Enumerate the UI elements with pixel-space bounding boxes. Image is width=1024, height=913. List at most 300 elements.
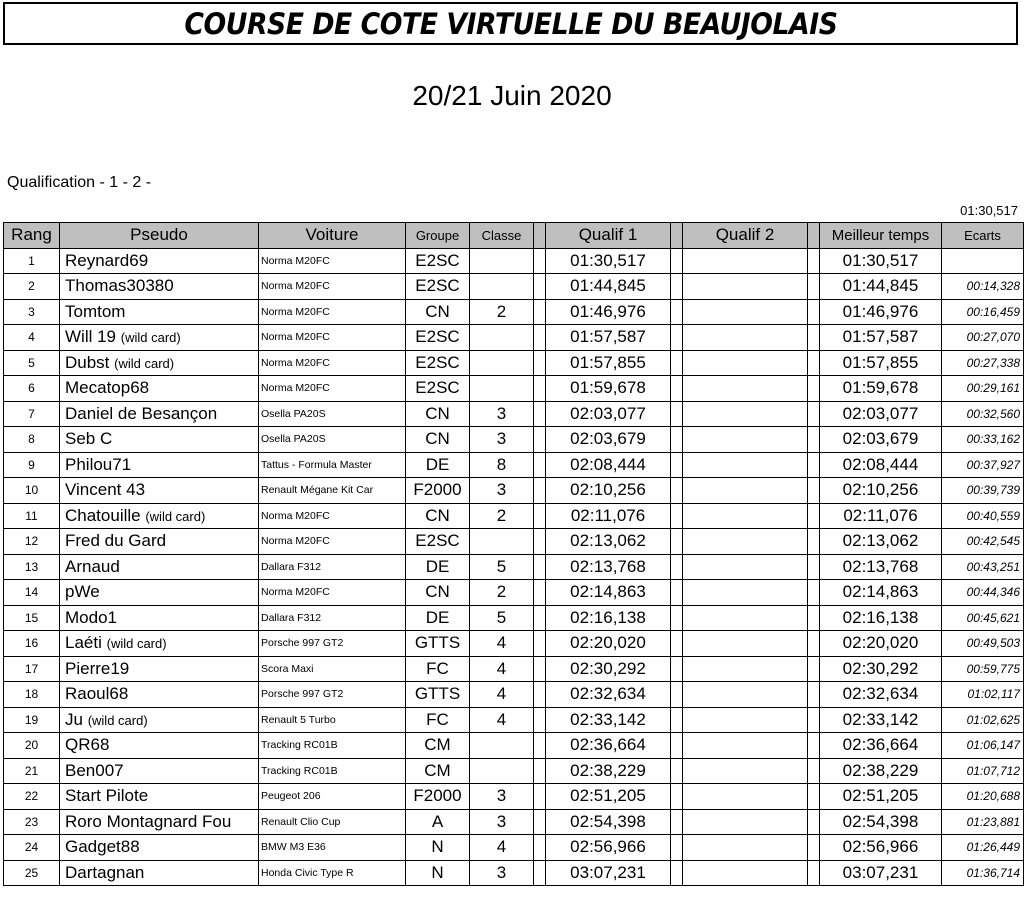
rang-cell: 25 <box>4 860 60 886</box>
qualif1-cell: 02:38,229 <box>546 758 671 784</box>
qualif1-cell: 02:03,077 <box>546 401 671 427</box>
ecart-cell: 00:32,560 <box>942 401 1024 427</box>
voiture-cell: Porsche 997 GT2 <box>259 682 406 708</box>
qualif2-cell <box>683 299 808 325</box>
voiture-cell: Norma M20FC <box>259 248 406 274</box>
spacer-cell <box>808 427 820 453</box>
meilleur-cell: 02:03,679 <box>820 427 942 453</box>
table-row <box>4 376 1024 402</box>
wild-card-note: (wild card) <box>120 330 181 346</box>
pseudo-cell <box>60 809 259 835</box>
classe-cell: 3 <box>470 427 534 453</box>
spacer-cell <box>671 758 683 784</box>
qualif1-cell: 02:13,062 <box>546 529 671 555</box>
meilleur-cell: 01:46,976 <box>820 299 942 325</box>
ecart-cell: 00:27,070 <box>942 325 1024 351</box>
pseudo-name: Will 19 <box>65 327 117 347</box>
table-row <box>4 784 1024 810</box>
spacer-cell <box>534 784 546 810</box>
table-row <box>4 605 1024 631</box>
spacer-cell <box>808 733 820 759</box>
pseudo-name: Pierre19 <box>65 658 130 678</box>
pseudo-cell <box>60 707 259 733</box>
pseudo-name: Laéti <box>65 633 102 653</box>
wild-card-note: (wild card) <box>114 355 175 371</box>
table-row <box>4 809 1024 835</box>
meilleur-cell: 01:30,517 <box>820 248 942 274</box>
pseudo-cell <box>60 248 259 274</box>
pseudo-cell <box>60 605 259 631</box>
qualif2-cell <box>683 733 808 759</box>
voiture-cell: Norma M20FC <box>259 580 406 606</box>
qualif2-cell <box>683 835 808 861</box>
pseudo-name: Fred du Gard <box>65 531 167 551</box>
spacer-cell <box>808 809 820 835</box>
rang-cell: 15 <box>4 605 60 631</box>
spacer-cell <box>671 248 683 274</box>
classe-cell: 2 <box>470 299 534 325</box>
voiture-cell: Norma M20FC <box>259 274 406 300</box>
voiture-cell: Norma M20FC <box>259 325 406 351</box>
spacer-cell <box>671 835 683 861</box>
voiture-cell: Tracking RC01B <box>259 733 406 759</box>
groupe-cell: DE <box>406 554 470 580</box>
rang-cell: 4 <box>4 325 60 351</box>
table-row <box>4 733 1024 759</box>
spacer-cell <box>808 452 820 478</box>
meilleur-cell: 02:30,292 <box>820 656 942 682</box>
meilleur-cell: 02:54,398 <box>820 809 942 835</box>
spacer-cell <box>534 350 546 376</box>
qualif1-cell: 02:33,142 <box>546 707 671 733</box>
header-spacer <box>534 223 546 249</box>
voiture-cell: Osella PA20S <box>259 427 406 453</box>
table-row <box>4 580 1024 606</box>
ecart-cell: 00:27,338 <box>942 350 1024 376</box>
pseudo-cell <box>60 274 259 300</box>
spacer-cell <box>534 707 546 733</box>
groupe-cell: CN <box>406 401 470 427</box>
spacer-cell <box>534 758 546 784</box>
table-row <box>4 835 1024 861</box>
qualif1-cell: 03:07,231 <box>546 860 671 886</box>
ecart-cell: 01:06,147 <box>942 733 1024 759</box>
spacer-cell <box>671 656 683 682</box>
classe-cell: 3 <box>470 478 534 504</box>
classe-cell: 3 <box>470 860 534 886</box>
table-row <box>4 452 1024 478</box>
rang-cell: 6 <box>4 376 60 402</box>
voiture-cell: Norma M20FC <box>259 376 406 402</box>
spacer-cell <box>534 860 546 886</box>
table-row <box>4 707 1024 733</box>
spacer-cell <box>534 529 546 555</box>
pseudo-cell <box>60 733 259 759</box>
pseudo-name: Seb C <box>65 429 113 449</box>
voiture-cell: BMW M3 E36 <box>259 835 406 861</box>
spacer-cell <box>534 605 546 631</box>
qualif2-cell <box>683 350 808 376</box>
qualif1-cell: 02:13,768 <box>546 554 671 580</box>
spacer-cell <box>808 656 820 682</box>
event-date: 20/21 Juin 2020 <box>412 80 612 111</box>
pseudo-name: Reynard69 <box>65 250 149 270</box>
voiture-cell: Norma M20FC <box>259 529 406 555</box>
groupe-cell: A <box>406 809 470 835</box>
meilleur-cell: 02:13,062 <box>820 529 942 555</box>
meilleur-cell: 02:56,966 <box>820 835 942 861</box>
rang-cell: 8 <box>4 427 60 453</box>
qualif2-cell <box>683 325 808 351</box>
pseudo-cell <box>60 452 259 478</box>
pseudo-cell <box>60 503 259 529</box>
qualif1-cell: 02:30,292 <box>546 656 671 682</box>
qualif2-cell <box>683 809 808 835</box>
pseudo-cell <box>60 758 259 784</box>
groupe-cell: CN <box>406 299 470 325</box>
header-groupe: Groupe <box>406 223 470 249</box>
groupe-cell: GTTS <box>406 682 470 708</box>
meilleur-cell: 02:33,142 <box>820 707 942 733</box>
spacer-cell <box>808 784 820 810</box>
qualif2-cell <box>683 758 808 784</box>
pseudo-name: Tomtom <box>65 301 126 321</box>
spacer-cell <box>671 350 683 376</box>
spacer-cell <box>671 401 683 427</box>
ecart-cell: 01:23,881 <box>942 809 1024 835</box>
pseudo-cell <box>60 325 259 351</box>
groupe-cell: F2000 <box>406 478 470 504</box>
groupe-cell: E2SC <box>406 248 470 274</box>
ecart-cell: 00:43,251 <box>942 554 1024 580</box>
pseudo-cell <box>60 350 259 376</box>
header-classe: Classe <box>470 223 534 249</box>
rang-cell: 20 <box>4 733 60 759</box>
pseudo-name: Roro Montagnard Fou <box>65 811 232 831</box>
spacer-cell <box>671 682 683 708</box>
spacer-cell <box>534 835 546 861</box>
qualif2-cell <box>683 401 808 427</box>
groupe-cell: E2SC <box>406 325 470 351</box>
classe-cell <box>470 758 534 784</box>
classe-cell: 4 <box>470 835 534 861</box>
qualif2-cell <box>683 860 808 886</box>
voiture-cell: Renault Clio Cup <box>259 809 406 835</box>
qualif1-cell: 02:14,863 <box>546 580 671 606</box>
groupe-cell: F2000 <box>406 784 470 810</box>
table-row <box>4 503 1024 529</box>
classe-cell: 4 <box>470 656 534 682</box>
voiture-cell: Norma M20FC <box>259 350 406 376</box>
spacer-cell <box>808 299 820 325</box>
table-row <box>4 274 1024 300</box>
classe-cell <box>470 529 534 555</box>
classe-cell: 3 <box>470 401 534 427</box>
spacer-cell <box>534 733 546 759</box>
qualif1-cell: 02:36,664 <box>546 733 671 759</box>
qualif1-cell: 02:16,138 <box>546 605 671 631</box>
qualif2-cell <box>683 274 808 300</box>
ecart-cell: 01:02,625 <box>942 707 1024 733</box>
ecart-cell: 00:16,459 <box>942 299 1024 325</box>
groupe-cell: CN <box>406 503 470 529</box>
voiture-cell: Honda Civic Type R <box>259 860 406 886</box>
rang-cell: 24 <box>4 835 60 861</box>
spacer-cell <box>534 427 546 453</box>
voiture-cell: Tattus - Formula Master <box>259 452 406 478</box>
table-row <box>4 350 1024 376</box>
spacer-cell <box>808 401 820 427</box>
spacer-cell <box>534 656 546 682</box>
classe-cell <box>470 733 534 759</box>
meilleur-cell: 01:59,678 <box>820 376 942 402</box>
meilleur-cell: 02:32,634 <box>820 682 942 708</box>
pseudo-name: Thomas30380 <box>65 276 174 296</box>
rang-cell: 11 <box>4 503 60 529</box>
spacer-cell <box>808 580 820 606</box>
table-row <box>4 248 1024 274</box>
groupe-cell: GTTS <box>406 631 470 657</box>
spacer-cell <box>671 299 683 325</box>
ecart-cell: 01:26,449 <box>942 835 1024 861</box>
ecart-cell: 00:33,162 <box>942 427 1024 453</box>
groupe-cell: FC <box>406 707 470 733</box>
table-row <box>4 554 1024 580</box>
spacer-cell <box>671 376 683 402</box>
voiture-cell: Osella PA20S <box>259 401 406 427</box>
pseudo-name: Ju <box>65 709 83 729</box>
spacer-cell <box>671 784 683 810</box>
spacer-cell <box>808 325 820 351</box>
voiture-cell: Porsche 997 GT2 <box>259 631 406 657</box>
rang-cell: 9 <box>4 452 60 478</box>
ecart-cell: 00:42,545 <box>942 529 1024 555</box>
rang-cell: 21 <box>4 758 60 784</box>
pseudo-cell <box>60 656 259 682</box>
pseudo-cell <box>60 631 259 657</box>
session-subtitle: Qualification - 1 - 2 - <box>7 174 152 191</box>
qualif1-cell: 01:59,678 <box>546 376 671 402</box>
groupe-cell: CN <box>406 427 470 453</box>
groupe-cell: CN <box>406 580 470 606</box>
spacer-cell <box>671 580 683 606</box>
pseudo-name: Gadget88 <box>65 837 140 857</box>
rang-cell: 2 <box>4 274 60 300</box>
groupe-cell: CM <box>406 733 470 759</box>
groupe-cell: FC <box>406 656 470 682</box>
groupe-cell: E2SC <box>406 274 470 300</box>
ecart-cell <box>942 248 1024 274</box>
spacer-cell <box>671 605 683 631</box>
ecart-cell: 01:36,714 <box>942 860 1024 886</box>
meilleur-cell: 02:03,077 <box>820 401 942 427</box>
pseudo-name: Raoul68 <box>65 684 129 704</box>
spacer-cell <box>534 503 546 529</box>
spacer-cell <box>671 503 683 529</box>
pseudo-name: Mecatop68 <box>65 378 150 398</box>
rang-cell: 13 <box>4 554 60 580</box>
classe-cell <box>470 325 534 351</box>
spacer-cell <box>534 401 546 427</box>
ecart-cell: 01:20,688 <box>942 784 1024 810</box>
spacer-cell <box>808 554 820 580</box>
pseudo-name: QR68 <box>65 735 110 755</box>
ecart-cell: 00:39,739 <box>942 478 1024 504</box>
table-row <box>4 631 1024 657</box>
qualif1-cell: 02:54,398 <box>546 809 671 835</box>
spacer-cell <box>534 580 546 606</box>
groupe-cell: E2SC <box>406 350 470 376</box>
meilleur-cell: 02:11,076 <box>820 503 942 529</box>
rang-cell: 18 <box>4 682 60 708</box>
pseudo-cell <box>60 401 259 427</box>
qualif1-cell: 01:57,855 <box>546 350 671 376</box>
table-row <box>4 325 1024 351</box>
spacer-cell <box>671 554 683 580</box>
spacer-cell <box>671 452 683 478</box>
groupe-cell: DE <box>406 605 470 631</box>
results-table <box>3 222 1024 886</box>
spacer-cell <box>808 478 820 504</box>
header-rang: Rang <box>4 223 60 249</box>
spacer-cell <box>808 605 820 631</box>
spacer-cell <box>808 835 820 861</box>
meilleur-cell: 02:38,229 <box>820 758 942 784</box>
header-qualif2: Qualif 2 <box>683 223 808 249</box>
voiture-cell: Norma M20FC <box>259 503 406 529</box>
qualif2-cell <box>683 503 808 529</box>
qualif1-cell: 02:03,679 <box>546 427 671 453</box>
spacer-cell <box>534 682 546 708</box>
qualif1-cell: 02:56,966 <box>546 835 671 861</box>
pseudo-cell <box>60 299 259 325</box>
meilleur-cell: 02:16,138 <box>820 605 942 631</box>
voiture-cell: Scora Maxi <box>259 656 406 682</box>
qualif2-cell <box>683 656 808 682</box>
qualif2-cell <box>683 631 808 657</box>
pseudo-name: pWe <box>65 582 100 602</box>
groupe-cell: N <box>406 835 470 861</box>
qualif1-cell: 02:08,444 <box>546 452 671 478</box>
pseudo-cell <box>60 554 259 580</box>
spacer-cell <box>808 248 820 274</box>
ecart-cell: 00:14,328 <box>942 274 1024 300</box>
spacer-cell <box>534 478 546 504</box>
rang-cell: 16 <box>4 631 60 657</box>
ecart-cell: 01:02,117 <box>942 682 1024 708</box>
ecart-cell: 01:07,712 <box>942 758 1024 784</box>
qualif2-cell <box>683 248 808 274</box>
pseudo-name: Modo1 <box>65 607 117 627</box>
voiture-cell: Renault 5 Turbo <box>259 707 406 733</box>
pseudo-name: Vincent 43 <box>65 480 146 500</box>
meilleur-cell: 02:14,863 <box>820 580 942 606</box>
header-spacer <box>671 223 683 249</box>
qualif2-cell <box>683 376 808 402</box>
classe-cell <box>470 376 534 402</box>
wild-card-note: (wild card) <box>145 508 206 524</box>
meilleur-cell: 02:20,020 <box>820 631 942 657</box>
pseudo-name: Start Pilote <box>65 786 149 806</box>
spacer-cell <box>534 248 546 274</box>
pseudo-name: Dartagnan <box>65 862 145 882</box>
classe-cell: 2 <box>470 503 534 529</box>
table-row <box>4 478 1024 504</box>
qualif2-cell <box>683 529 808 555</box>
qualif2-cell <box>683 427 808 453</box>
classe-cell: 2 <box>470 580 534 606</box>
rang-cell: 14 <box>4 580 60 606</box>
spacer-cell <box>808 503 820 529</box>
spacer-cell <box>808 758 820 784</box>
qualif2-cell <box>683 682 808 708</box>
pseudo-cell <box>60 835 259 861</box>
qualif2-cell <box>683 580 808 606</box>
pseudo-name: Ben007 <box>65 760 124 780</box>
rang-cell: 10 <box>4 478 60 504</box>
header-spacer <box>808 223 820 249</box>
results-body <box>4 248 1024 886</box>
spacer-cell <box>671 707 683 733</box>
classe-cell: 4 <box>470 707 534 733</box>
ecart-cell: 00:29,161 <box>942 376 1024 402</box>
spacer-cell <box>671 529 683 555</box>
spacer-cell <box>671 478 683 504</box>
voiture-cell: Dallara F312 <box>259 554 406 580</box>
qualif1-cell: 01:57,587 <box>546 325 671 351</box>
qualif1-cell: 02:11,076 <box>546 503 671 529</box>
header-row <box>4 223 1024 249</box>
pseudo-cell <box>60 478 259 504</box>
reference-best-time: 01:30,517 <box>960 203 1018 218</box>
pseudo-name: Philou71 <box>65 454 132 474</box>
qualif2-cell <box>683 452 808 478</box>
classe-cell: 5 <box>470 605 534 631</box>
title-box <box>3 2 1018 45</box>
rang-cell: 22 <box>4 784 60 810</box>
header-ecarts: Ecarts <box>942 223 1024 249</box>
pseudo-name: Dubst <box>65 352 110 372</box>
header-pseudo: Pseudo <box>60 223 259 249</box>
ecart-cell: 00:59,775 <box>942 656 1024 682</box>
qualif1-cell: 02:32,634 <box>546 682 671 708</box>
spacer-cell <box>671 733 683 759</box>
spacer-cell <box>671 427 683 453</box>
qualif2-cell <box>683 478 808 504</box>
spacer-cell <box>808 529 820 555</box>
spacer-cell <box>534 299 546 325</box>
meilleur-cell: 02:36,664 <box>820 733 942 759</box>
spacer-cell <box>534 631 546 657</box>
classe-cell <box>470 350 534 376</box>
ecart-cell: 00:49,503 <box>942 631 1024 657</box>
header-meilleur: Meilleur temps <box>820 223 942 249</box>
table-row <box>4 656 1024 682</box>
table-row <box>4 682 1024 708</box>
pseudo-name: Arnaud <box>65 556 120 576</box>
spacer-cell <box>808 860 820 886</box>
ecart-cell: 00:37,927 <box>942 452 1024 478</box>
meilleur-cell: 02:08,444 <box>820 452 942 478</box>
voiture-cell: Norma M20FC <box>259 299 406 325</box>
rang-cell: 17 <box>4 656 60 682</box>
rang-cell: 19 <box>4 707 60 733</box>
classe-cell: 8 <box>470 452 534 478</box>
spacer-cell <box>808 631 820 657</box>
pseudo-cell <box>60 784 259 810</box>
qualif1-cell: 02:51,205 <box>546 784 671 810</box>
spacer-cell <box>534 554 546 580</box>
